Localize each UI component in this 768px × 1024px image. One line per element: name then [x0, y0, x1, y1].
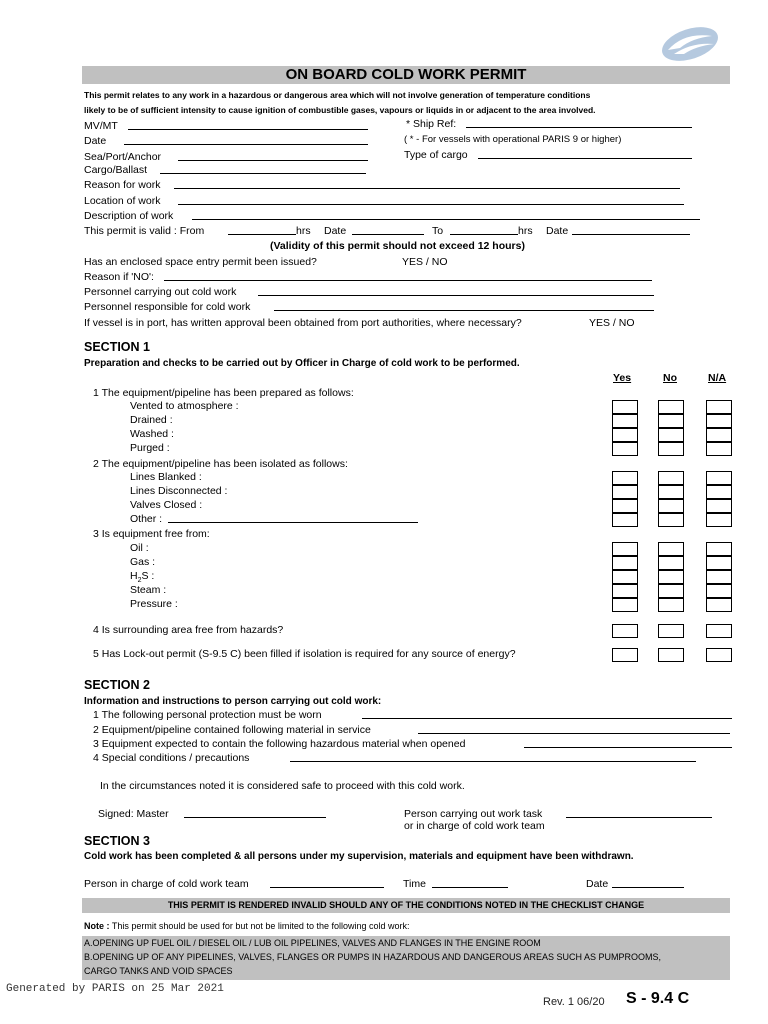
checkbox-no[interactable]	[658, 570, 684, 584]
hrs-2: hrs	[518, 225, 533, 237]
time-field[interactable]	[432, 878, 508, 888]
mvmt-label: MV/MT	[84, 120, 118, 132]
q2-item: Valves Closed :	[130, 499, 203, 511]
q2-item: Other :	[130, 513, 163, 525]
reason-no-label: Reason if 'NO':	[84, 271, 154, 283]
date-2-label: Date	[546, 225, 569, 237]
checkbox-no[interactable]	[658, 428, 684, 442]
port-approval-question: If vessel is in port, has written approval been obtained from port authorities, where necessary?	[84, 317, 522, 329]
q2-other-field[interactable]	[168, 513, 418, 523]
s2-item-2-field[interactable]	[418, 724, 730, 734]
valid-from-field[interactable]	[228, 225, 296, 235]
s2-item-3: 3 Equipment expected to contain the following hazardous material when opened	[93, 738, 466, 750]
mvmt-field[interactable]	[128, 120, 368, 130]
sea-port-label: Sea/Port/Anchor	[84, 151, 162, 163]
checkbox-no[interactable]	[658, 584, 684, 598]
intro-line-2: likely to be of sufficient intensity to cause ignition of combustible gases, vapours or liquids in or adjacent to the area involved.	[84, 105, 596, 115]
note-b2: CARGO TANKS AND VOID SPACES	[84, 966, 233, 976]
person-in-charge-label: Person in charge of cold work team	[84, 878, 249, 890]
person-task-field[interactable]	[566, 808, 712, 818]
checkbox-na[interactable]	[706, 499, 732, 513]
checkbox-na[interactable]	[706, 442, 732, 456]
checkbox-no[interactable]	[658, 414, 684, 428]
checkbox-no[interactable]	[658, 624, 684, 638]
checkbox-yes[interactable]	[612, 570, 638, 584]
checkbox-na[interactable]	[706, 414, 732, 428]
checkbox-no[interactable]	[658, 442, 684, 456]
checkbox-na[interactable]	[706, 428, 732, 442]
page-title: ON BOARD COLD WORK PERMIT	[285, 66, 527, 83]
date-field-s3[interactable]	[612, 878, 684, 888]
q3-item: Gas :	[130, 556, 156, 568]
valid-to-field[interactable]	[450, 225, 518, 235]
q2-item: Lines Disconnected :	[130, 485, 228, 497]
q3-label: 3 Is equipment free from:	[93, 528, 210, 540]
description-label: Description of work	[84, 210, 174, 222]
intro-line-1: This permit relates to any work in a hazardous or dangerous area which will not involve generation of temperature conditions	[84, 90, 591, 100]
section-2-subtitle: Information and instructions to person carrying out cold work:	[84, 696, 382, 707]
s2-item-1: 1 The following personal protection must be worn	[93, 709, 322, 721]
checkbox-no[interactable]	[658, 648, 684, 662]
checkbox-yes[interactable]	[612, 400, 638, 414]
date-field[interactable]	[124, 135, 368, 145]
checkbox-na[interactable]	[706, 400, 732, 414]
checkbox-na[interactable]	[706, 648, 732, 662]
title-bar	[82, 66, 730, 84]
checkbox-yes[interactable]	[612, 542, 638, 556]
checkbox-yes[interactable]	[612, 648, 638, 662]
checkbox-yes[interactable]	[612, 499, 638, 513]
checkbox-na[interactable]	[706, 513, 732, 527]
checkbox-na[interactable]	[706, 584, 732, 598]
checkbox-na[interactable]	[706, 598, 732, 612]
invalid-note: THIS PERMIT IS RENDERED INVALID SHOULD ANY OF THE CONDITIONS NOTED IN THE CHECKLIST CHANGE	[82, 898, 730, 913]
section-3-title: SECTION 3	[84, 834, 150, 848]
safe-note: In the circumstances noted it is considered safe to proceed with this cold work.	[100, 780, 465, 792]
hrs-1: hrs	[296, 225, 311, 237]
validity-note: (Validity of this permit should not exceed 12 hours)	[270, 240, 525, 252]
person-task-label-1: Person carrying out work task	[404, 808, 543, 820]
q1-item: Washed :	[130, 428, 174, 440]
to-label: To	[432, 225, 444, 237]
checkbox-yes[interactable]	[612, 428, 638, 442]
section-1-title: SECTION 1	[84, 340, 150, 354]
signed-master-field[interactable]	[184, 808, 326, 818]
checkbox-yes[interactable]	[612, 471, 638, 485]
checkbox-yes[interactable]	[612, 485, 638, 499]
checkbox-no[interactable]	[658, 499, 684, 513]
section-3-subtitle: Cold work has been completed & all persons under my supervision, materials and equipment have been withdrawn.	[84, 851, 634, 862]
cargo-ballast-field[interactable]	[160, 164, 366, 174]
q2-item: Lines Blanked :	[130, 471, 202, 483]
checkbox-no[interactable]	[658, 485, 684, 499]
personnel-responsible-field[interactable]	[274, 301, 654, 311]
cargo-ballast-label: Cargo/Ballast	[84, 164, 148, 176]
q1-item: Drained :	[130, 414, 173, 426]
revision: Rev. 1 06/20	[543, 996, 605, 1008]
generated-note: Generated by PARIS on 25 Mar 2021	[6, 983, 224, 995]
col-na: N/A	[708, 372, 727, 384]
note-b1: B.OPENING UP OF ANY PIPELINES, VALVES, FLANGES OR PUMPS IN HAZARDOUS AND DANGEROUS AREAS SUCH AS PUMPROOMS,	[84, 952, 661, 962]
q4-label: 4 Is surrounding area free from hazards?	[93, 624, 284, 636]
checkbox-no[interactable]	[658, 471, 684, 485]
q1-label: 1 The equipment/pipeline has been prepared as follows:	[93, 387, 354, 399]
q1-item: Purged :	[130, 442, 170, 454]
company-logo	[660, 26, 720, 62]
sea-port-field[interactable]	[178, 151, 368, 161]
paris-note: ( * - For vessels with operational PARIS 9 or higher)	[404, 134, 622, 145]
cargo-type-field[interactable]	[478, 149, 692, 159]
signed-master-label: Signed: Master	[98, 808, 169, 820]
checkbox-yes[interactable]	[612, 584, 638, 598]
location-label: Location of work	[84, 195, 161, 207]
checkbox-yes[interactable]	[612, 556, 638, 570]
reason-field[interactable]	[174, 179, 680, 189]
checkbox-na[interactable]	[706, 542, 732, 556]
reason-no-field[interactable]	[164, 271, 652, 281]
q3-item: Oil :	[130, 542, 149, 554]
ship-ref-field[interactable]	[466, 118, 692, 128]
enclosed-yes-no[interactable]: YES / NO	[402, 256, 448, 268]
checkbox-yes[interactable]	[612, 513, 638, 527]
date-label-s3: Date	[586, 878, 609, 890]
checkbox-no[interactable]	[658, 400, 684, 414]
checkbox-yes[interactable]	[612, 624, 638, 638]
s2-item-1-field[interactable]	[362, 709, 732, 719]
form-code: S - 9.4 C	[626, 990, 690, 1007]
valid-label: This permit is valid : From	[84, 225, 205, 237]
note-a: A.OPENING UP FUEL OIL / DIESEL OIL / LUB OIL PIPELINES, VALVES AND FLANGES IN THE ENGINE ROOM	[84, 938, 541, 948]
date-1-label: Date	[324, 225, 347, 237]
q2-label: 2 The equipment/pipeline has been isolated as follows:	[93, 458, 348, 470]
checkbox-na[interactable]	[706, 485, 732, 499]
person-task-label-2: or in charge of cold work team	[404, 820, 545, 832]
q3-item: Pressure :	[130, 598, 178, 610]
checkbox-na[interactable]	[706, 556, 732, 570]
port-approval-yes-no[interactable]: YES / NO	[589, 317, 635, 329]
col-no: No	[663, 372, 677, 384]
section-2-title: SECTION 2	[84, 678, 150, 692]
checkbox-no[interactable]	[658, 542, 684, 556]
personnel-responsible-label: Personnel responsible for cold work	[84, 301, 251, 313]
q3-item: Steam :	[130, 584, 167, 596]
q1-item: Vented to atmosphere :	[130, 400, 239, 412]
checkbox-yes[interactable]	[612, 598, 638, 612]
q5-label: 5 Has Lock-out permit (S-9.5 C) been filled if isolation is required for any source of energy?	[93, 648, 516, 660]
section-1-subtitle: Preparation and checks to be carried out by Officer in Charge of cold work to be performed.	[84, 358, 520, 369]
checkbox-na[interactable]	[706, 624, 732, 638]
personnel-carrying-label: Personnel carrying out cold work	[84, 286, 237, 298]
checkbox-na[interactable]	[706, 471, 732, 485]
valid-date-1-field[interactable]	[352, 225, 424, 235]
ship-ref-label: * Ship Ref:	[406, 118, 457, 130]
location-field[interactable]	[178, 195, 684, 205]
col-yes: Yes	[613, 372, 632, 384]
s2-item-4-field[interactable]	[290, 752, 696, 762]
reason-label: Reason for work	[84, 179, 161, 191]
person-in-charge-field[interactable]	[270, 878, 384, 888]
checkbox-no[interactable]	[658, 556, 684, 570]
cargo-type-label: Type of cargo	[404, 149, 468, 161]
checkbox-no[interactable]	[658, 513, 684, 527]
description-field[interactable]	[192, 210, 700, 220]
s2-item-3-field[interactable]	[524, 738, 732, 748]
note-line: Note : This permit should be used for but not be limited to the following cold work:	[84, 921, 410, 931]
checkbox-yes[interactable]	[612, 442, 638, 456]
date-label: Date	[84, 135, 107, 147]
checkbox-no[interactable]	[658, 598, 684, 612]
valid-date-2-field[interactable]	[572, 225, 690, 235]
personnel-carrying-field[interactable]	[258, 286, 654, 296]
q3-item-h2s: $H_2S$ :	[130, 570, 155, 585]
checkbox-yes[interactable]	[612, 414, 638, 428]
time-label: Time	[403, 878, 426, 890]
s2-item-4: 4 Special conditions / precautions	[93, 752, 250, 764]
checkbox-na[interactable]	[706, 570, 732, 584]
s2-item-2: 2 Equipment/pipeline contained following material in service	[93, 724, 371, 736]
enclosed-question: Has an enclosed space entry permit been issued?	[84, 256, 317, 268]
note-box	[82, 936, 730, 980]
